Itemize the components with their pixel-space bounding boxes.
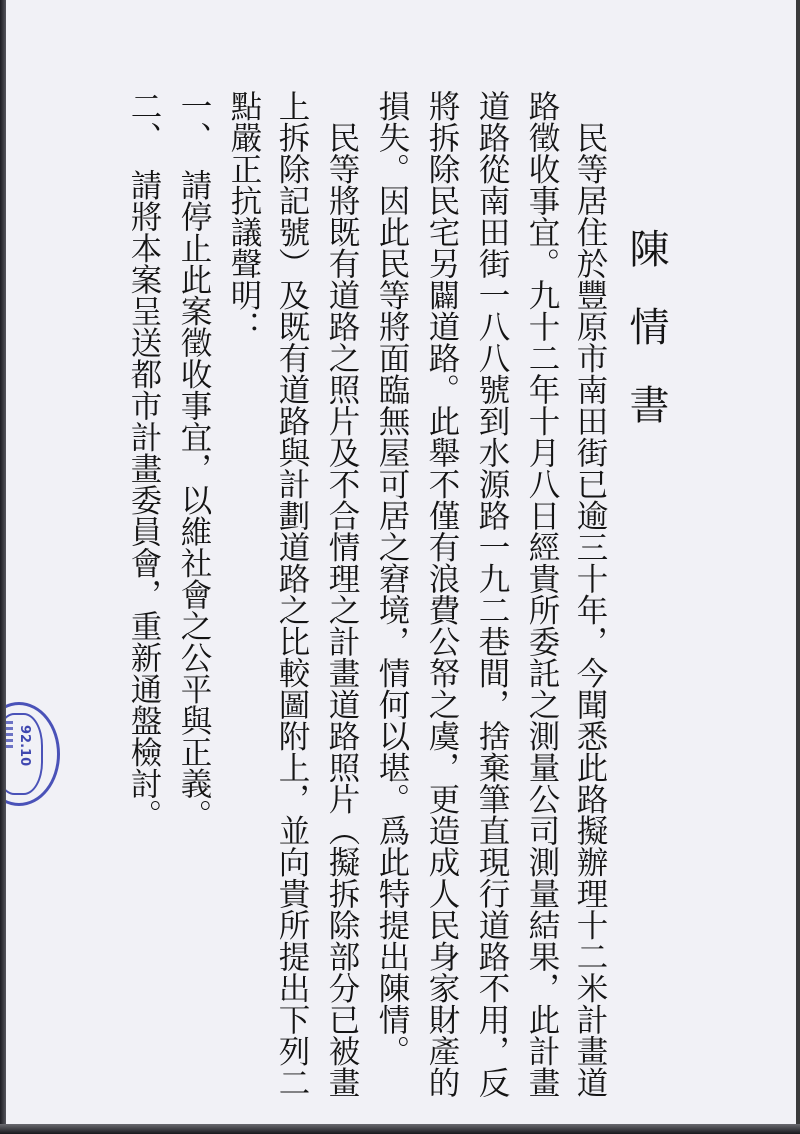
body-column-3: 道路從南田街一八八號到水源路一九二巷間，捨棄筆直現行道路不用，反 [474, 90, 510, 1098]
received-date-stamp [0, 702, 60, 806]
scan-edge-left [0, 0, 6, 1134]
body-column-1: 民等居住於豐原市南田街已逾三十年，今聞悉此路擬辦理十二米計畫道 [572, 90, 608, 1098]
document-title: 陳情書 [623, 228, 669, 462]
scan-edge-bottom [0, 1124, 800, 1134]
body-column-5: 損失。因此民等將面臨無屋可居之窘境，情何以堪。爲此特提出陳情。 [374, 90, 410, 1067]
body-column-7: 上拆除記號）及既有道路與計劃道路之比較圖附上，並向貴所提出下列二 [274, 90, 310, 1098]
body-column-2: 路徵收事宜。九十二年十月八日經貴所委託之測量公司測量結果，此計畫 [524, 90, 560, 1098]
body-column-6: 民等將既有道路之照片及不合情理之計畫道路照片（擬拆除部分已被畫 [324, 90, 360, 1098]
body-column-4: 將拆除民宅另闢道路。此舉不僅有浪費公帑之虞，更造成人民身家財產的 [424, 90, 460, 1098]
document-page [4, 0, 796, 1126]
stamp-date: 92.10 [17, 725, 32, 767]
demand-item-2: 二、 請將本案呈送都市計畫委員會，重新通盤檢討。 [126, 90, 162, 831]
demand-item-1: 一、 請停止此案徵收事宜，以維社會之公平與正義。 [176, 90, 212, 831]
body-column-8: 點嚴正抗議聲明： [226, 90, 262, 342]
